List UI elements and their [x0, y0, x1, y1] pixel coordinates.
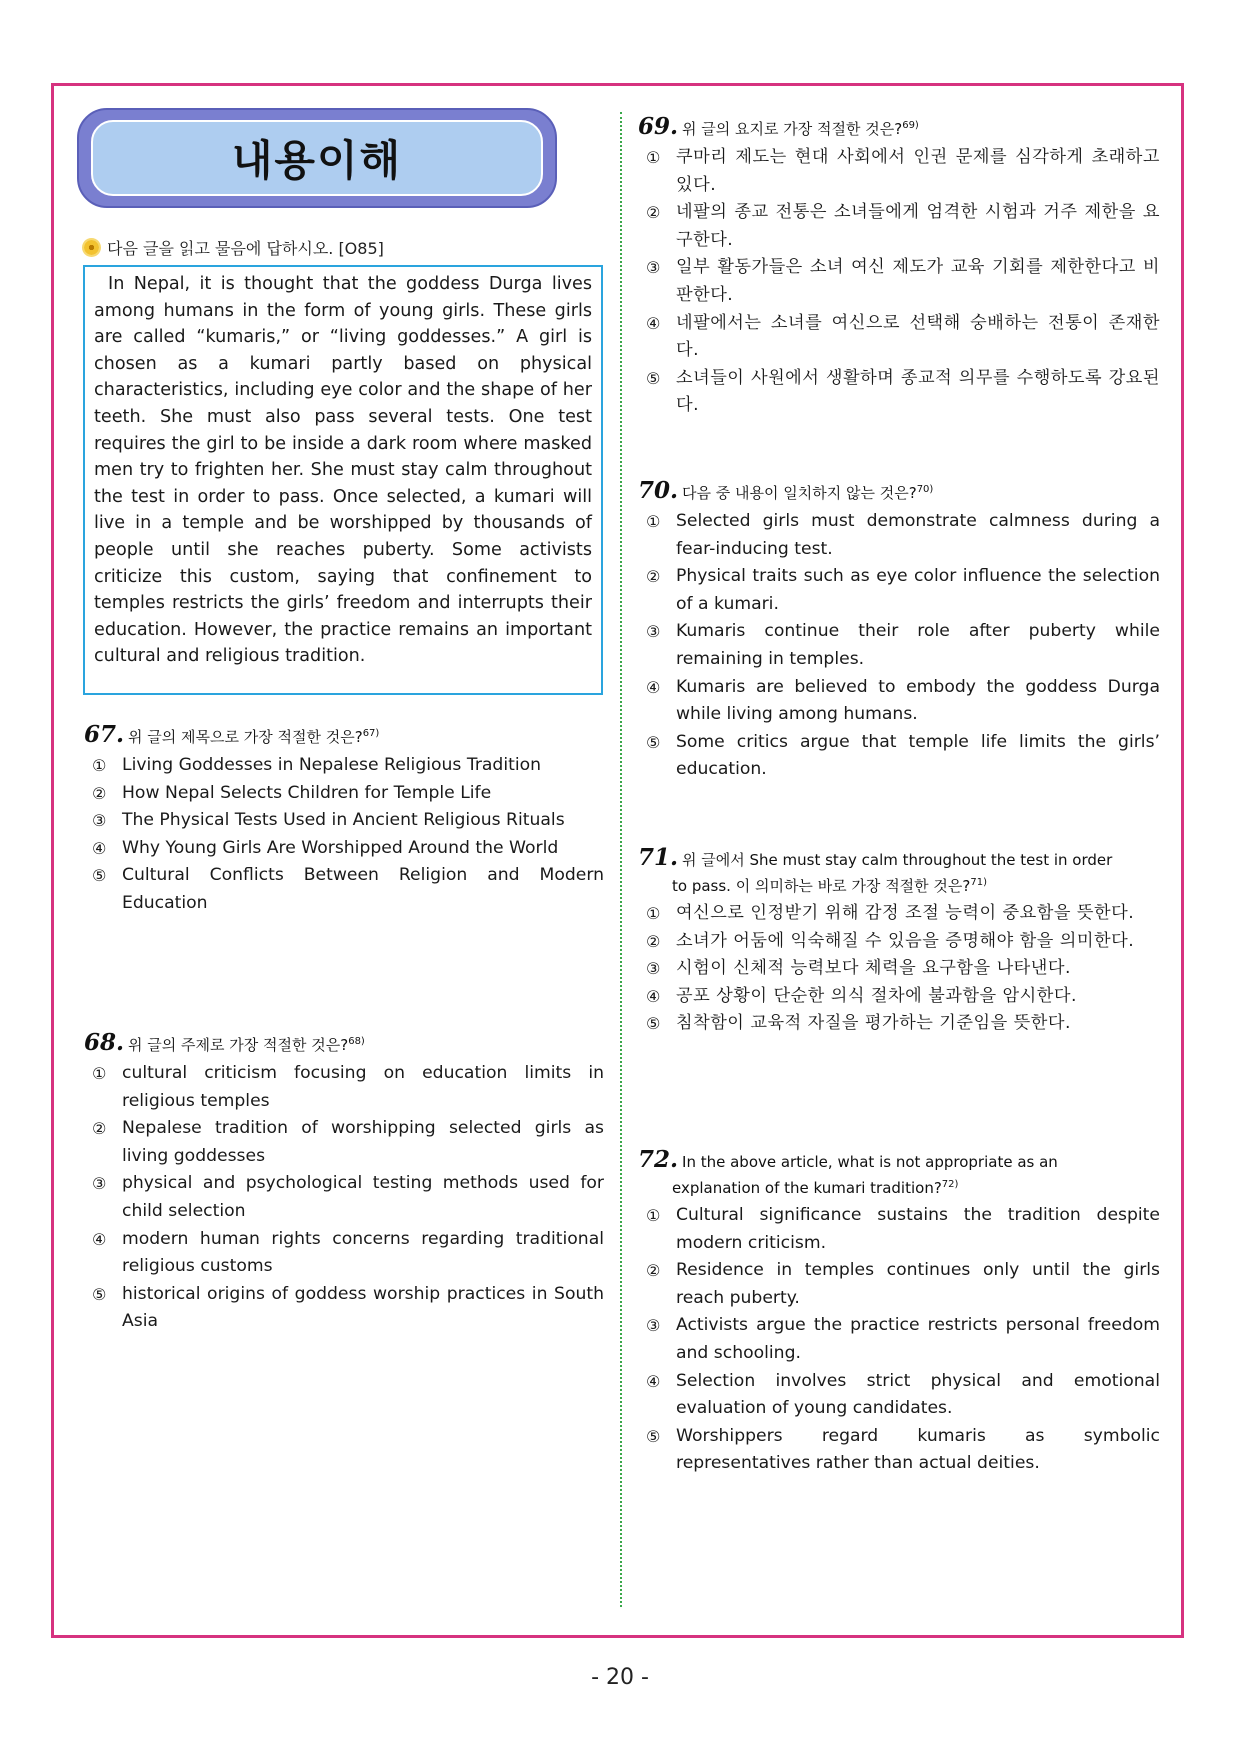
option-4[interactable] — [638, 674, 1160, 729]
question-stem-continued — [638, 872, 1160, 897]
option-3[interactable] — [638, 1312, 1160, 1367]
option-mark: ④ — [92, 1229, 107, 1249]
option-4[interactable] — [638, 1368, 1160, 1423]
option-5[interactable] — [84, 862, 604, 917]
option-text: 시험이 신체적 능력보다 체력을 요구함을 나타낸다. — [676, 958, 1071, 979]
option-text: Selected girls must demonstrate calmness during a fear-inducing test. — [676, 511, 1160, 559]
option-text: 일부 활동가들은 소녀 여신 제도가 교육 기회를 제한한다고 비판한다. — [676, 257, 1160, 305]
option-2[interactable] — [84, 780, 604, 808]
option-text: Cultural significance sustains the tradition despite modern criticism. — [676, 1205, 1160, 1253]
option-mark: ① — [646, 512, 661, 531]
option-text: 여신으로 인정받기 위해 감정 조절 능력이 중요함을 뜻한다. — [676, 903, 1135, 923]
option-mark: ③ — [646, 1316, 661, 1336]
option-list — [638, 508, 1160, 784]
option-text: 네팔의 종교 전통은 소녀들에게 엄격한 시험과 거주 제한을 요구한다. — [676, 202, 1160, 250]
option-mark: ① — [92, 1064, 107, 1083]
option-mark: ④ — [646, 986, 661, 1006]
option-5[interactable] — [638, 365, 1160, 420]
option-mark: ② — [646, 203, 661, 223]
question-text: 위 글에서 She must stay calm throughout the test in order — [682, 851, 1113, 869]
option-text: Kumaris are believed to embody the goddess Durga while living among humans. — [676, 676, 1160, 725]
option-mark: ② — [92, 1119, 107, 1139]
option-mark: ① — [92, 756, 107, 775]
option-mark: ② — [646, 567, 661, 587]
instruction-text: 다음 글을 읽고 물음에 답하시오. [O85] — [107, 239, 384, 258]
option-1[interactable] — [638, 900, 1160, 928]
option-mark: ② — [646, 931, 661, 951]
option-mark: ⑤ — [646, 1426, 661, 1446]
option-3[interactable] — [638, 618, 1160, 673]
question-text: 위 글의 제목으로 가장 적절한 것은? — [128, 728, 363, 746]
option-list — [84, 752, 604, 918]
question-text: In the above article, what is not appropriate as an — [682, 1153, 1058, 1171]
question-stem — [638, 846, 1160, 872]
question-69 — [638, 114, 1160, 420]
footnote-ref: 71) — [970, 877, 988, 888]
question-text-2: explanation of the kumari tradition? — [672, 1179, 942, 1197]
option-list — [638, 900, 1160, 1038]
option-mark: ④ — [646, 313, 661, 333]
option-2[interactable] — [638, 199, 1160, 254]
option-mark: ④ — [646, 1371, 661, 1391]
column-divider — [620, 112, 622, 1607]
option-4[interactable] — [638, 983, 1160, 1011]
question-72 — [638, 1148, 1160, 1478]
option-mark: ② — [92, 783, 107, 803]
option-text: Kumaris continue their role after puberty while remaining in temples. — [676, 621, 1160, 669]
option-mark: ④ — [646, 677, 661, 697]
option-mark: ⑤ — [92, 866, 107, 886]
option-mark: ③ — [646, 258, 661, 278]
footnote-ref: 67) — [362, 728, 380, 739]
option-4[interactable] — [84, 1226, 604, 1281]
option-mark: ① — [646, 904, 661, 923]
option-1[interactable] — [638, 508, 1160, 563]
option-text: cultural criticism focusing on education limits in religious temples — [122, 1063, 604, 1111]
option-text: Worshippers regard kumaris as symbolic representatives rather than actual deities. — [676, 1425, 1160, 1474]
section-title-inner — [91, 120, 543, 196]
option-mark: ④ — [92, 838, 107, 858]
option-mark: ③ — [92, 1174, 107, 1194]
option-3[interactable] — [84, 1170, 604, 1225]
question-number: 68. — [84, 1029, 125, 1056]
instruction-line — [84, 236, 384, 259]
option-2[interactable] — [638, 1257, 1160, 1312]
option-mark: ⑤ — [646, 1014, 661, 1034]
option-text: Cultural Conflicts Between Religion and Modern Education — [122, 865, 604, 913]
option-text: Selection involves strict physical and emotional evaluation of young candidates. — [676, 1370, 1160, 1419]
footnote-ref: 68) — [348, 1036, 365, 1047]
question-stem — [638, 1148, 1160, 1174]
section-title: 내용이해 — [231, 136, 403, 185]
option-text: Activists argue the practice restricts personal freedom and schooling. — [676, 1315, 1160, 1363]
option-list — [638, 144, 1160, 420]
question-text-2: to pass. 이 의미하는 바로 가장 적절한 것은? — [672, 877, 971, 895]
question-stem — [638, 114, 1160, 141]
flower-icon — [84, 240, 99, 255]
question-71 — [638, 846, 1160, 1038]
option-mark: ⑤ — [646, 732, 661, 752]
question-67 — [84, 722, 604, 918]
option-text: 쿠마리 제도는 현대 사회에서 인권 문제를 심각하게 초래하고 있다. — [676, 147, 1160, 195]
option-5[interactable] — [638, 1010, 1160, 1038]
option-5[interactable] — [84, 1281, 604, 1336]
option-mark: ⑤ — [646, 368, 661, 388]
reading-passage: In Nepal, it is thought that the goddess Durga lives among humans in the form of young girls. These girls are called “kumaris,” or “living goddesses.” A girl is chosen as a kumari partly based on physical characteristics, including eye color and the shape of her teeth. She must also pass several tests. One test requires the girl to be inside a dark room where masked men try to frighten her. She must stay calm throughout the test in order to pass. Once selected, a kumari will live in a temple and be worshipped by thousands of people until she reaches puberty. Some activists criticize this custom, saying that confinement to temples restricts the girls’ freedom and interrupts their education. However, the practice remains an important cultural and religious tradition. — [83, 265, 603, 695]
option-text: modern human rights concerns regarding traditional religious customs — [122, 1228, 604, 1277]
question-number: 70. — [638, 477, 679, 504]
option-mark: ① — [646, 1206, 661, 1225]
question-text: 위 글의 요지로 가장 적절한 것은? — [682, 120, 903, 138]
footnote-ref: 69) — [902, 120, 919, 131]
option-2[interactable] — [84, 1115, 604, 1170]
option-mark: ① — [646, 148, 661, 167]
option-text: Physical traits such as eye color influence the selection of a kumari. — [676, 566, 1160, 614]
question-number: 67. — [84, 721, 125, 748]
option-mark: ② — [646, 1261, 661, 1281]
option-3[interactable] — [84, 807, 604, 835]
option-mark: ③ — [646, 959, 661, 979]
option-list — [84, 1060, 604, 1336]
page-number: - 20 - — [591, 1665, 649, 1690]
question-68 — [84, 1030, 604, 1336]
option-5[interactable] — [638, 729, 1160, 784]
option-text: Residence in temples continues only until the girls reach puberty. — [676, 1260, 1160, 1308]
option-list — [638, 1202, 1160, 1478]
option-1[interactable] — [84, 1060, 604, 1115]
option-2[interactable] — [638, 928, 1160, 956]
option-text: physical and psychological testing methods used for child selection — [122, 1173, 604, 1221]
question-number: 71. — [638, 844, 679, 871]
question-text: 다음 중 내용이 일치하지 않는 것은? — [682, 484, 917, 502]
option-1[interactable] — [638, 1202, 1160, 1257]
footnote-ref: 70) — [916, 484, 934, 495]
section-title-badge — [77, 108, 557, 208]
option-4[interactable] — [638, 310, 1160, 365]
option-text: Why Young Girls Are Worshipped Around the World — [122, 837, 559, 858]
option-1[interactable] — [84, 752, 604, 780]
question-stem — [84, 1030, 604, 1057]
option-text: 소녀들이 사원에서 생활하며 종교적 의무를 수행하도록 강요된다. — [676, 367, 1160, 416]
option-3[interactable] — [638, 254, 1160, 309]
option-4[interactable] — [84, 835, 604, 863]
question-stem-continued — [638, 1174, 1160, 1199]
option-text: 침착함이 교육적 자질을 평가하는 기준임을 뜻한다. — [676, 1013, 1071, 1034]
option-text: How Nepal Selects Children for Temple Life — [122, 782, 492, 803]
question-text: 위 글의 주제로 가장 적절한 것은? — [128, 1036, 349, 1054]
option-text: Some critics argue that temple life limits the girls’ education. — [676, 731, 1160, 780]
option-mark: ③ — [92, 811, 107, 831]
question-number: 69. — [638, 113, 679, 140]
option-3[interactable] — [638, 955, 1160, 983]
option-text: 공포 상황이 단순한 의식 절차에 불과함을 암시한다. — [676, 985, 1077, 1006]
option-2[interactable] — [638, 563, 1160, 618]
option-text: 네팔에서는 소녀를 여신으로 선택해 숭배하는 전통이 존재한다. — [676, 312, 1160, 361]
option-text: The Physical Tests Used in Ancient Religious Rituals — [122, 810, 565, 831]
option-5[interactable] — [638, 1423, 1160, 1478]
option-text: historical origins of goddess worship practices in South Asia — [122, 1283, 604, 1332]
footnote-ref: 72) — [941, 1179, 959, 1190]
question-stem — [638, 478, 1160, 505]
option-text: 소녀가 어둠에 익숙해질 수 있음을 증명해야 함을 의미한다. — [676, 930, 1135, 951]
option-text: Nepalese tradition of worshipping selected girls as living goddesses — [122, 1118, 604, 1166]
question-stem — [84, 722, 604, 749]
option-1[interactable] — [638, 144, 1160, 199]
option-mark: ⑤ — [92, 1284, 107, 1304]
question-number: 72. — [638, 1146, 679, 1173]
option-text: Living Goddesses in Nepalese Religious Tradition — [122, 755, 542, 775]
question-70 — [638, 478, 1160, 784]
option-mark: ③ — [646, 622, 661, 642]
